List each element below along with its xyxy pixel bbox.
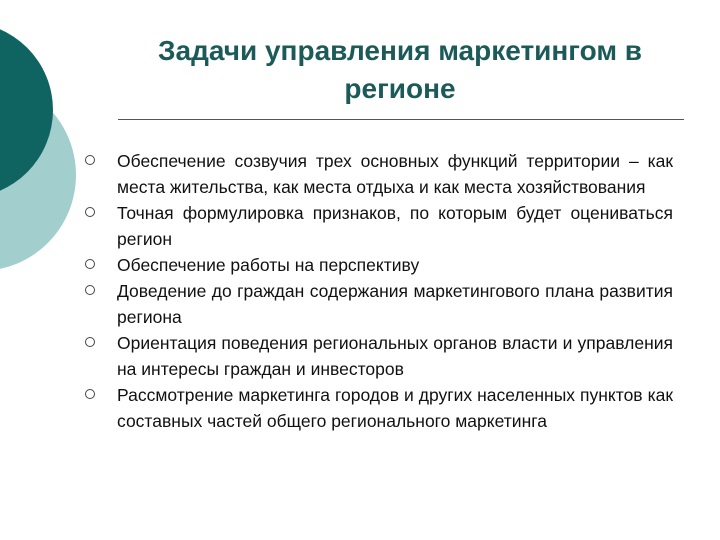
bullet-circle-icon: [85, 207, 95, 217]
list-item: [83, 148, 673, 200]
bullet-text: Доведение до граждан содержания маркетингового плана развития региона: [117, 281, 673, 327]
list-item: [83, 252, 673, 278]
list-item: [83, 200, 673, 252]
title-divider: [118, 119, 684, 120]
slide-title: Задачи управления маркетингом в регионе: [157, 35, 643, 104]
bullet-circle-icon: [85, 285, 95, 295]
bullet-text: Обеспечение созвучия трех основных функций территории – как места жительства, как места отдыха и как места хозяйствования: [117, 151, 673, 197]
bullet-text: Ориентация поведения региональных органов власти и управления на интересы граждан и инвесторов: [117, 333, 673, 379]
list-item: [83, 382, 673, 434]
bullet-text: Обеспечение работы на перспективу: [117, 255, 420, 275]
bullet-text: Точная формулировка признаков, по которым будет оцениваться регион: [117, 203, 673, 249]
list-item: [83, 278, 673, 330]
bullet-text: Рассмотрение маркетинга городов и других населенных пунктов как составных частей общего регионального маркетинга: [117, 385, 673, 431]
list-item: [83, 330, 673, 382]
bullet-circle-icon: [85, 155, 95, 165]
bullet-circle-icon: [85, 337, 95, 347]
bullet-circle-icon: [85, 389, 95, 399]
bullet-circle-icon: [85, 259, 95, 269]
bullet-list: [83, 148, 673, 434]
